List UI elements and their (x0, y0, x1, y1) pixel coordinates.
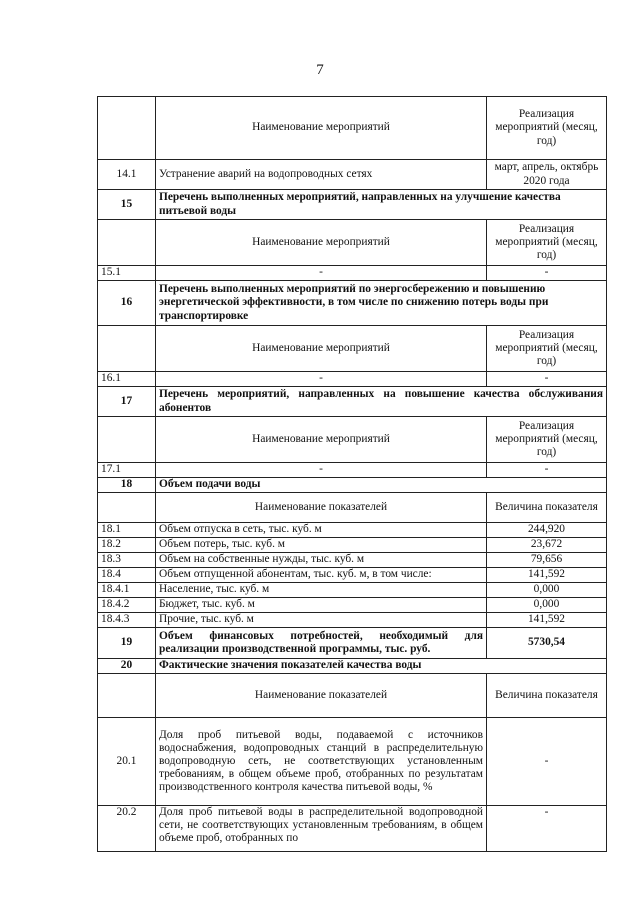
section-row (98, 281, 607, 326)
table-row (98, 538, 607, 553)
row-text: Доля проб питьевой воды в распределительной водопроводной сети, не соответствующих установленным требованиям, в общем объеме проб, отобранных по (156, 806, 487, 852)
row-text: Прочие, тыс. куб. м (156, 613, 487, 628)
section-value: 5730,54 (487, 628, 607, 659)
row-number: 18.4.1 (98, 583, 156, 598)
indicators-table (97, 96, 607, 852)
row-value: - (487, 718, 607, 806)
section-title: Фактические значения показателей качества воды (156, 659, 607, 674)
table-header-row (98, 326, 607, 372)
row-number: 18.3 (98, 553, 156, 568)
section-title: Объем финансовых потребностей, необходимый для реализации производственной программы, тыс. руб. (156, 628, 487, 659)
row-number: 18.1 (98, 523, 156, 538)
row-value: 141,592 (487, 568, 607, 583)
section-row (98, 628, 607, 659)
table-header-row (98, 674, 607, 718)
row-number: 15.1 (98, 266, 156, 281)
section-title: Перечень выполненных мероприятий, направленных на улучшение качества питьевой воды (156, 190, 607, 220)
table-header-row (98, 97, 607, 160)
row-number: 20.2 (98, 806, 156, 852)
table-row (98, 718, 607, 806)
section-row (98, 478, 607, 493)
section-row (98, 659, 607, 674)
header-name-indicators: Наименование показателей (156, 674, 487, 718)
section-title: Перечень выполненных мероприятий по энергосбережению и повышению энергетической эффективности, в том числе по снижению потерь воды при транспортировке (156, 281, 607, 326)
table-header-row (98, 493, 607, 523)
empty-cell (98, 97, 156, 160)
empty-cell (98, 417, 156, 463)
row-value: 79,656 (487, 553, 607, 568)
header-name-indicators: Наименование показателей (156, 493, 487, 523)
row-value: 141,592 (487, 613, 607, 628)
table-row (98, 160, 607, 190)
header-name-events: Наименование мероприятий (156, 220, 487, 266)
row-number: 20.1 (98, 718, 156, 806)
row-number: 17.1 (98, 463, 156, 478)
row-value: - (487, 266, 607, 281)
row-text: Объем на собственные нужды, тыс. куб. м (156, 553, 487, 568)
row-value: 23,672 (487, 538, 607, 553)
header-realization: Реализация мероприятий (месяц, год) (487, 97, 607, 160)
row-text: Объем отпущенной абонентам, тыс. куб. м, в том числе: (156, 568, 487, 583)
section-number: 15 (98, 190, 156, 220)
header-name-events: Наименование мероприятий (156, 326, 487, 372)
table-row (98, 613, 607, 628)
row-text: - (156, 266, 487, 281)
row-text: Бюджет, тыс. куб. м (156, 598, 487, 613)
table-row (98, 583, 607, 598)
row-text: Объем потерь, тыс. куб. м (156, 538, 487, 553)
row-value: - (487, 372, 607, 387)
row-value: - (487, 806, 607, 852)
row-text: Устранение аварий на водопроводных сетях (156, 160, 487, 190)
header-value: Величина показателя (487, 674, 607, 718)
row-text: - (156, 463, 487, 478)
empty-cell (98, 493, 156, 523)
table-header-row (98, 220, 607, 266)
row-number: 18.2 (98, 538, 156, 553)
header-realization: Реализация мероприятий (месяц, год) (487, 326, 607, 372)
section-row (98, 387, 607, 417)
table-row (98, 806, 607, 852)
table-row (98, 463, 607, 478)
table-row (98, 598, 607, 613)
section-number: 17 (98, 387, 156, 417)
section-row (98, 190, 607, 220)
row-value: 0,000 (487, 583, 607, 598)
section-title: Объем подачи воды (156, 478, 607, 493)
section-number: 19 (98, 628, 156, 659)
section-title: Перечень мероприятий, направленных на повышение качества обслуживания абонентов (156, 387, 607, 417)
table-row (98, 553, 607, 568)
page-number: 7 (316, 62, 324, 78)
section-number: 16 (98, 281, 156, 326)
header-name-events: Наименование мероприятий (156, 417, 487, 463)
table-row (98, 523, 607, 538)
table-row (98, 266, 607, 281)
row-value: - (487, 463, 607, 478)
table-row (98, 372, 607, 387)
row-number: 14.1 (98, 160, 156, 190)
table-row (98, 568, 607, 583)
header-value: Величина показателя (487, 493, 607, 523)
row-text: Объем отпуска в сеть, тыс. куб. м (156, 523, 487, 538)
empty-cell (98, 220, 156, 266)
table-header-row (98, 417, 607, 463)
row-value: 244,920 (487, 523, 607, 538)
row-text: Население, тыс. куб. м (156, 583, 487, 598)
row-number: 18.4.2 (98, 598, 156, 613)
header-realization: Реализация мероприятий (месяц, год) (487, 220, 607, 266)
row-value: март, апрель, октябрь 2020 года (487, 160, 607, 190)
section-number: 18 (98, 478, 156, 493)
empty-cell (98, 674, 156, 718)
header-name-events: Наименование мероприятий (156, 97, 487, 160)
section-number: 20 (98, 659, 156, 674)
row-value: 0,000 (487, 598, 607, 613)
header-realization: Реализация мероприятий (месяц, год) (487, 417, 607, 463)
row-number: 18.4.3 (98, 613, 156, 628)
row-number: 18.4 (98, 568, 156, 583)
row-number: 16.1 (98, 372, 156, 387)
empty-cell (98, 326, 156, 372)
row-text: Доля проб питьевой воды, подаваемой с источников водоснабжения, водопроводных станций в распределительную водопроводную сеть, не соответствующих установленным требованиям, в общем объеме проб, отобранных по результатам производственного контроля качества питьевой воды, % (156, 718, 487, 806)
row-text: - (156, 372, 487, 387)
